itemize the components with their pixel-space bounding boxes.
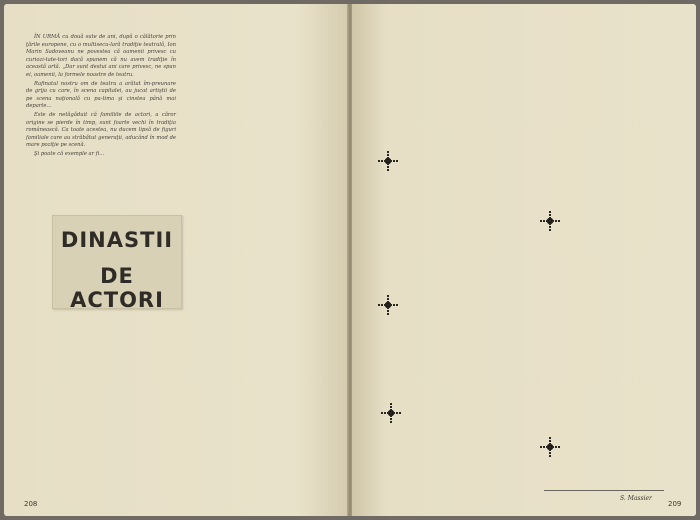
paragraph: Este de netăgăduit că familiile de actori, a căror origine se pierde în timp, sunt foarte vechi în tradiţia românească. Ca toate acestea, nu ducem lipsă de figuri familiale care au străbătut generaţii, aducând în mod de mare poziţie pe scenă. <box>26 111 176 149</box>
right-page <box>352 4 696 516</box>
star-ornament-icon <box>381 154 395 168</box>
page-title-line1: DINASTII <box>60 228 174 252</box>
paragraph: ÎN URMĂ cu două sute de ani, după o călătorie prin ţările europene, cu o multisecu-lară tradiţie teatrală, Ion Marin Sadoveanu ne povestea că oamenii privesc cu curiozi-tate-tori dacă spunem că nu avem tradiţie în această artă. „Dar sunt destui ani care privesc, ne spun ei, oamenii, la formele noastre de teatru. <box>26 34 176 78</box>
page-number-right: 209 <box>668 500 682 508</box>
star-ornament-icon <box>543 214 557 228</box>
book-spread <box>4 4 696 516</box>
left-col1-top <box>26 34 176 160</box>
left-page <box>4 4 348 516</box>
title-box <box>52 215 182 312</box>
paragraph: Rafinatul nostru om de teatru a arătat îm-preunare de grija cu care, în scena capitalei, au jucat artiştii de pe scena naţională cu pa-tima şi cinstea până mai departe... <box>26 80 176 110</box>
star-ornament-icon <box>543 440 557 454</box>
page-number-left: 208 <box>24 500 38 508</box>
paragraph: Şi poate că exemple ar fi... <box>34 150 105 157</box>
author-signature: S. Massier <box>620 495 652 502</box>
star-ornament-icon <box>381 298 395 312</box>
signature-rule <box>544 490 664 491</box>
page-title-line2: DE ACTORI <box>70 264 164 312</box>
star-ornament-icon <box>384 406 398 420</box>
